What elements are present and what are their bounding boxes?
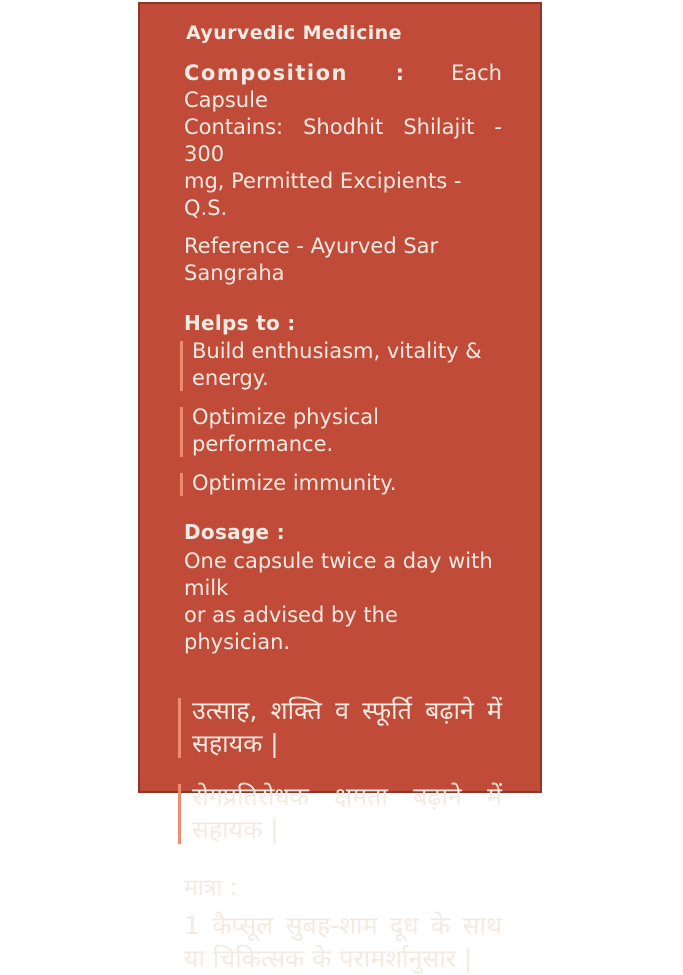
bullet-accent-bar <box>180 407 183 457</box>
composition-line <box>184 60 502 114</box>
hindi-benefit-item <box>178 694 502 760</box>
dosage-line: One capsule twice a day with milk <box>184 549 493 600</box>
hindi-benefit-line: रोगप्रतिरोधक क्षमता बढ़ाने में <box>192 782 502 811</box>
product-label-panel <box>138 2 542 973</box>
helps-section <box>184 311 502 497</box>
hindi-benefit-line: उत्साह, शक्ति व स्फूर्ति बढ़ाने में <box>192 696 502 725</box>
composition-line: Contains: Shodhit Shilajit - 300 <box>184 115 502 166</box>
benefit-item <box>180 470 502 497</box>
bullet-accent-bar <box>178 784 181 844</box>
hindi-dosage-line: या चिकित्सक के परामर्शानुसार | <box>184 944 473 973</box>
composition-line-rest: Each Capsule <box>184 61 502 112</box>
dosage-heading: Dosage : <box>184 520 285 544</box>
benefit-line: Build enthusiasm, vitality & <box>192 339 482 363</box>
dosage-line: or as advised by the physician. <box>184 603 398 654</box>
hindi-benefit-line: सहायक | <box>192 729 279 758</box>
product-category-title: Ayurvedic Medicine <box>186 22 402 44</box>
benefit-line: Optimize immunity. <box>192 471 397 495</box>
reference-text: Reference - Ayurved Sar Sangraha <box>184 234 439 285</box>
benefit-line: energy. <box>192 366 269 390</box>
benefit-line: Optimize physical performance. <box>192 405 379 456</box>
helps-heading: Helps to : <box>184 311 296 335</box>
bullet-accent-bar <box>180 341 183 391</box>
bullet-accent-bar <box>180 473 183 496</box>
hindi-benefit-item <box>178 780 502 846</box>
composition-section <box>184 60 502 233</box>
benefit-item <box>180 404 502 458</box>
hindi-dosage-line: 1 कैप्सूल सुबह-शाम दूध के साथ <box>184 911 502 940</box>
label-content <box>184 22 502 975</box>
hindi-section <box>184 694 502 975</box>
dosage-section <box>184 519 502 656</box>
hindi-dosage-heading: मात्रा : <box>184 875 238 901</box>
hindi-benefit-line: सहायक | <box>192 815 279 844</box>
bullet-accent-bar <box>178 698 181 758</box>
composition-label: Composition : <box>184 61 406 85</box>
composition-line: mg, Permitted Excipients - Q.S. <box>184 169 462 220</box>
benefit-item <box>180 338 502 392</box>
